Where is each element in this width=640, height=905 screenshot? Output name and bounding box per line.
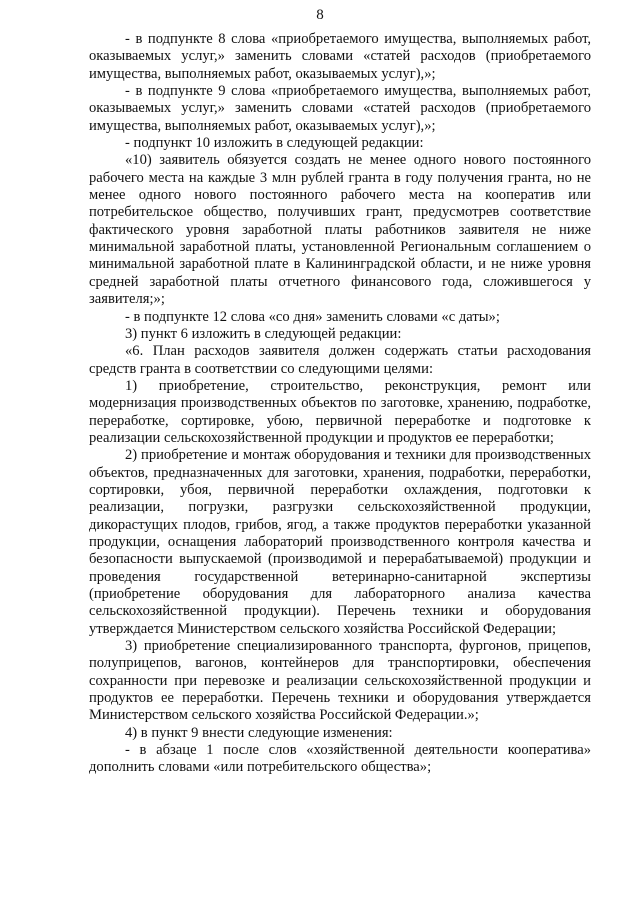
paragraph: 3) приобретение специализированного транспорта, фургонов, прицепов, полуприцепов, вагонов, контейнеров для транспортировки, обеспечения сохранности при перевозке и реализации сельскохозяйственной продукции и продуктов ее переработки. Перечень техники и оборудования утверждается Министерством сельского хозяйства Российской Федерации.»;: [89, 638, 591, 724]
paragraph: 2) приобретение и монтаж оборудования и техники для производственных объектов, предназначенных для заготовки, хранения, подработки, переработки, сортировки, убоя, первичной переработки охлаждения, подготовки к реализации, погрузки, разгрузки сельскохозяйственной продукции, дикорастущих плодов, грибов, ягод, а также продуктов переработки указанной продукции, оснащения лабораторий производственного контроля качества и безопасности выпускаемой (производимой и перерабатываемой) продукции и проведения государственной ветеринарно-санитарной экспертизы (приобретение оборудования для лабораторного анализа качества сельскохозяйственной продукции). Перечень техники и оборудования утверждается Министерством сельского хозяйства Российской Федерации;: [89, 447, 591, 637]
paragraph: 3) пункт 6 изложить в следующей редакции:: [125, 325, 402, 342]
document-body: [89, 31, 591, 777]
paragraph: «10) заявитель обязуется создать не менее одного нового постоянного рабочего места на каждые 3 млн рублей гранта в году получения гранта, но не менее одного нового постоянного рабочего места на кооператив или потребительское общество, получивших грант, предусмотрев соответствие фактического уровня заработной платы работников заявителя не ниже минимальной заработной платы, установленной Региональным соглашением о минимальной заработной плате в Калининградской области, и не ниже уровня средней заработной платы отчетного финансового года, сложившегося у заявителя;»;: [89, 152, 591, 308]
paragraph: - в подпункте 12 слова «со дня» заменить словами «с даты»;: [125, 308, 500, 325]
paragraph: 4) в пункт 9 внести следующие изменения:: [125, 724, 393, 741]
paragraph: - в абзаце 1 после слов «хозяйственной деятельности кооператива» дополнить словами «или потребительского общества»;: [89, 742, 591, 776]
page-number: 8: [316, 7, 324, 23]
paragraph: - в подпункте 8 слова «приобретаемого имущества, выполняемых работ, оказываемых услуг,» заменить словами «статей расходов (приобретаемого имущества, выполняемых работ, оказываемых услуг),»;: [89, 31, 591, 82]
paragraph: - в подпункте 9 слова «приобретаемого имущества, выполняемых работ, оказываемых услуг,» заменить словами «статей расходов (приобретаемого имущества, выполняемых работ, оказываемых услуг),»;: [89, 83, 591, 134]
paragraph: «6. План расходов заявителя должен содержать статьи расходования средств гранта в соответствии со следующими целями:: [89, 343, 591, 377]
paragraph: 1) приобретение, строительство, реконструкция, ремонт или модернизация производственных объектов по заготовке, хранению, подработке, переработке, сортировке, убою, первичной переработке и подготовке к реализации сельскохозяйственной продукции и продуктов ее переработки;: [89, 377, 591, 446]
paragraph: - подпункт 10 изложить в следующей редакции:: [125, 135, 424, 152]
